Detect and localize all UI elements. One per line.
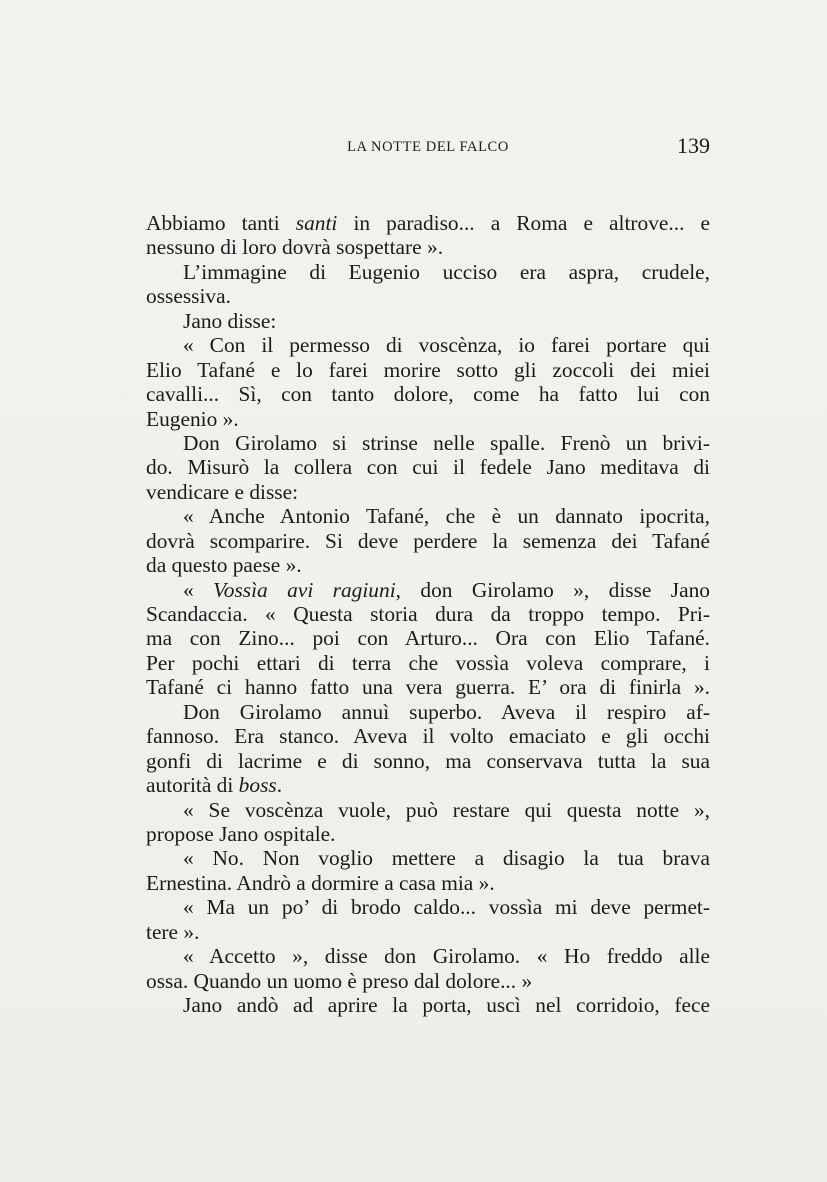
text-run: dovrà scomparire. Si deve perdere la semenza dei Tafané: [146, 528, 710, 553]
text-run: « No. Non voglio mettere a disagio la tua brava: [183, 846, 710, 871]
italic-text: boss: [238, 773, 277, 798]
text-run: propose Jano ospitale.: [146, 821, 336, 846]
text-line: [146, 284, 710, 308]
body-text: [146, 211, 710, 1017]
text-line: [146, 480, 710, 504]
text-run: ma con Zino... poi con Arturo... Ora con Elio Tafané.: [146, 626, 710, 651]
text-run: fannoso. Era stanco. Aveva il volto emaciato e gli occhi: [146, 724, 710, 749]
text-run: Don Girolamo annuì superbo. Aveva il respiro af-: [183, 699, 710, 724]
italic-text: Vossìa avi ragiuni: [213, 577, 396, 602]
text-run: « Se voscènza vuole, può restare qui questa notte »,: [183, 797, 710, 822]
text-run: ossessiva.: [146, 284, 231, 309]
text-run: ossa. Quando un uomo è preso dal dolore... »: [146, 968, 533, 993]
text-line: [146, 553, 710, 577]
text-run: in paradiso... a Roma e altrove... e: [337, 211, 710, 235]
text-run: autorità di: [146, 773, 239, 798]
text-run: cavalli... Sì, con tanto dolore, come ha fatto lui con: [146, 382, 710, 407]
text-line: [146, 798, 710, 822]
text-line: [146, 920, 710, 944]
text-run: do. Misurò la collera con cui il fedele Jano meditava di: [146, 455, 710, 480]
italic-text: santi: [295, 211, 338, 235]
text-run: gonfi di lacrime e di sonno, ma conservava tutta la sua: [146, 748, 710, 773]
text-line: [146, 382, 710, 406]
text-run: « Anche Antonio Tafané, che è un dannato ipocrita,: [183, 504, 710, 529]
text-line: [146, 626, 710, 650]
text-run: nessuno di loro dovrà sospettare ».: [146, 235, 444, 260]
text-line: [146, 944, 710, 968]
text-run: Ernestina. Andrò a dormire a casa mia ».: [146, 870, 495, 895]
text-line: [146, 235, 710, 259]
text-run: tere ».: [146, 919, 200, 944]
text-line: [146, 407, 710, 431]
text-run: Jano andò ad aprire la porta, uscì nel corridoio, fece: [183, 993, 710, 1017]
text-line: [146, 969, 710, 993]
text-line: [146, 211, 710, 235]
text-run: L’immagine di Eugenio ucciso era aspra, crudele,: [183, 259, 710, 284]
text-run: .: [276, 773, 283, 798]
text-line: [146, 333, 710, 357]
text-line: [146, 651, 710, 675]
text-run: Scandaccia. « Questa storia dura da troppo tempo. Pri-: [146, 602, 710, 626]
text-line: [146, 773, 710, 797]
text-line: [146, 309, 710, 333]
text-line: [146, 578, 710, 602]
text-line: [146, 700, 710, 724]
text-line: [146, 260, 710, 284]
text-line: [146, 724, 710, 748]
text-line: [146, 358, 710, 382]
text-run: « Accetto », disse don Girolamo. « Ho freddo alle: [183, 944, 710, 969]
text-run: « Con il permesso di voscènza, io farei portare qui: [183, 333, 710, 358]
text-line: [146, 455, 710, 479]
text-line: [146, 431, 710, 455]
text-line: [146, 504, 710, 528]
text-line: [146, 846, 710, 870]
text-run: Jano disse:: [183, 308, 277, 333]
text-line: [146, 602, 710, 626]
text-run: Per pochi ettari di terra che vossìa voleva comprare, i: [146, 650, 710, 675]
text-run: Eugenio ».: [146, 406, 239, 431]
running-header: [146, 133, 710, 161]
running-title: LA NOTTE DEL FALCO: [347, 139, 509, 155]
text-line: [146, 993, 710, 1017]
text-line: [146, 895, 710, 919]
text-run: Elio Tafané e lo farei morire sotto gli zoccoli dei miei: [146, 357, 710, 382]
page-number: 139: [677, 133, 710, 158]
text-line: [146, 749, 710, 773]
text-run: «: [183, 577, 214, 602]
text-line: [146, 871, 710, 895]
text-run: , don Girolamo », disse Jano: [395, 577, 711, 602]
text-run: vendicare e disse:: [146, 479, 299, 504]
text-run: Don Girolamo si strinse nelle spalle. Frenò un brivi-: [183, 430, 710, 455]
text-run: da questo paese ».: [146, 553, 302, 578]
text-line: [146, 529, 710, 553]
text-line: [146, 675, 710, 699]
text-run: Abbiamo tanti: [146, 211, 296, 235]
text-run: « Ma un po’ di brodo caldo... vossìa mi deve permet-: [183, 895, 710, 920]
text-run: Tafané ci hanno fatto una vera guerra. E’ ora di finirla ».: [146, 675, 710, 700]
text-line: [146, 822, 710, 846]
